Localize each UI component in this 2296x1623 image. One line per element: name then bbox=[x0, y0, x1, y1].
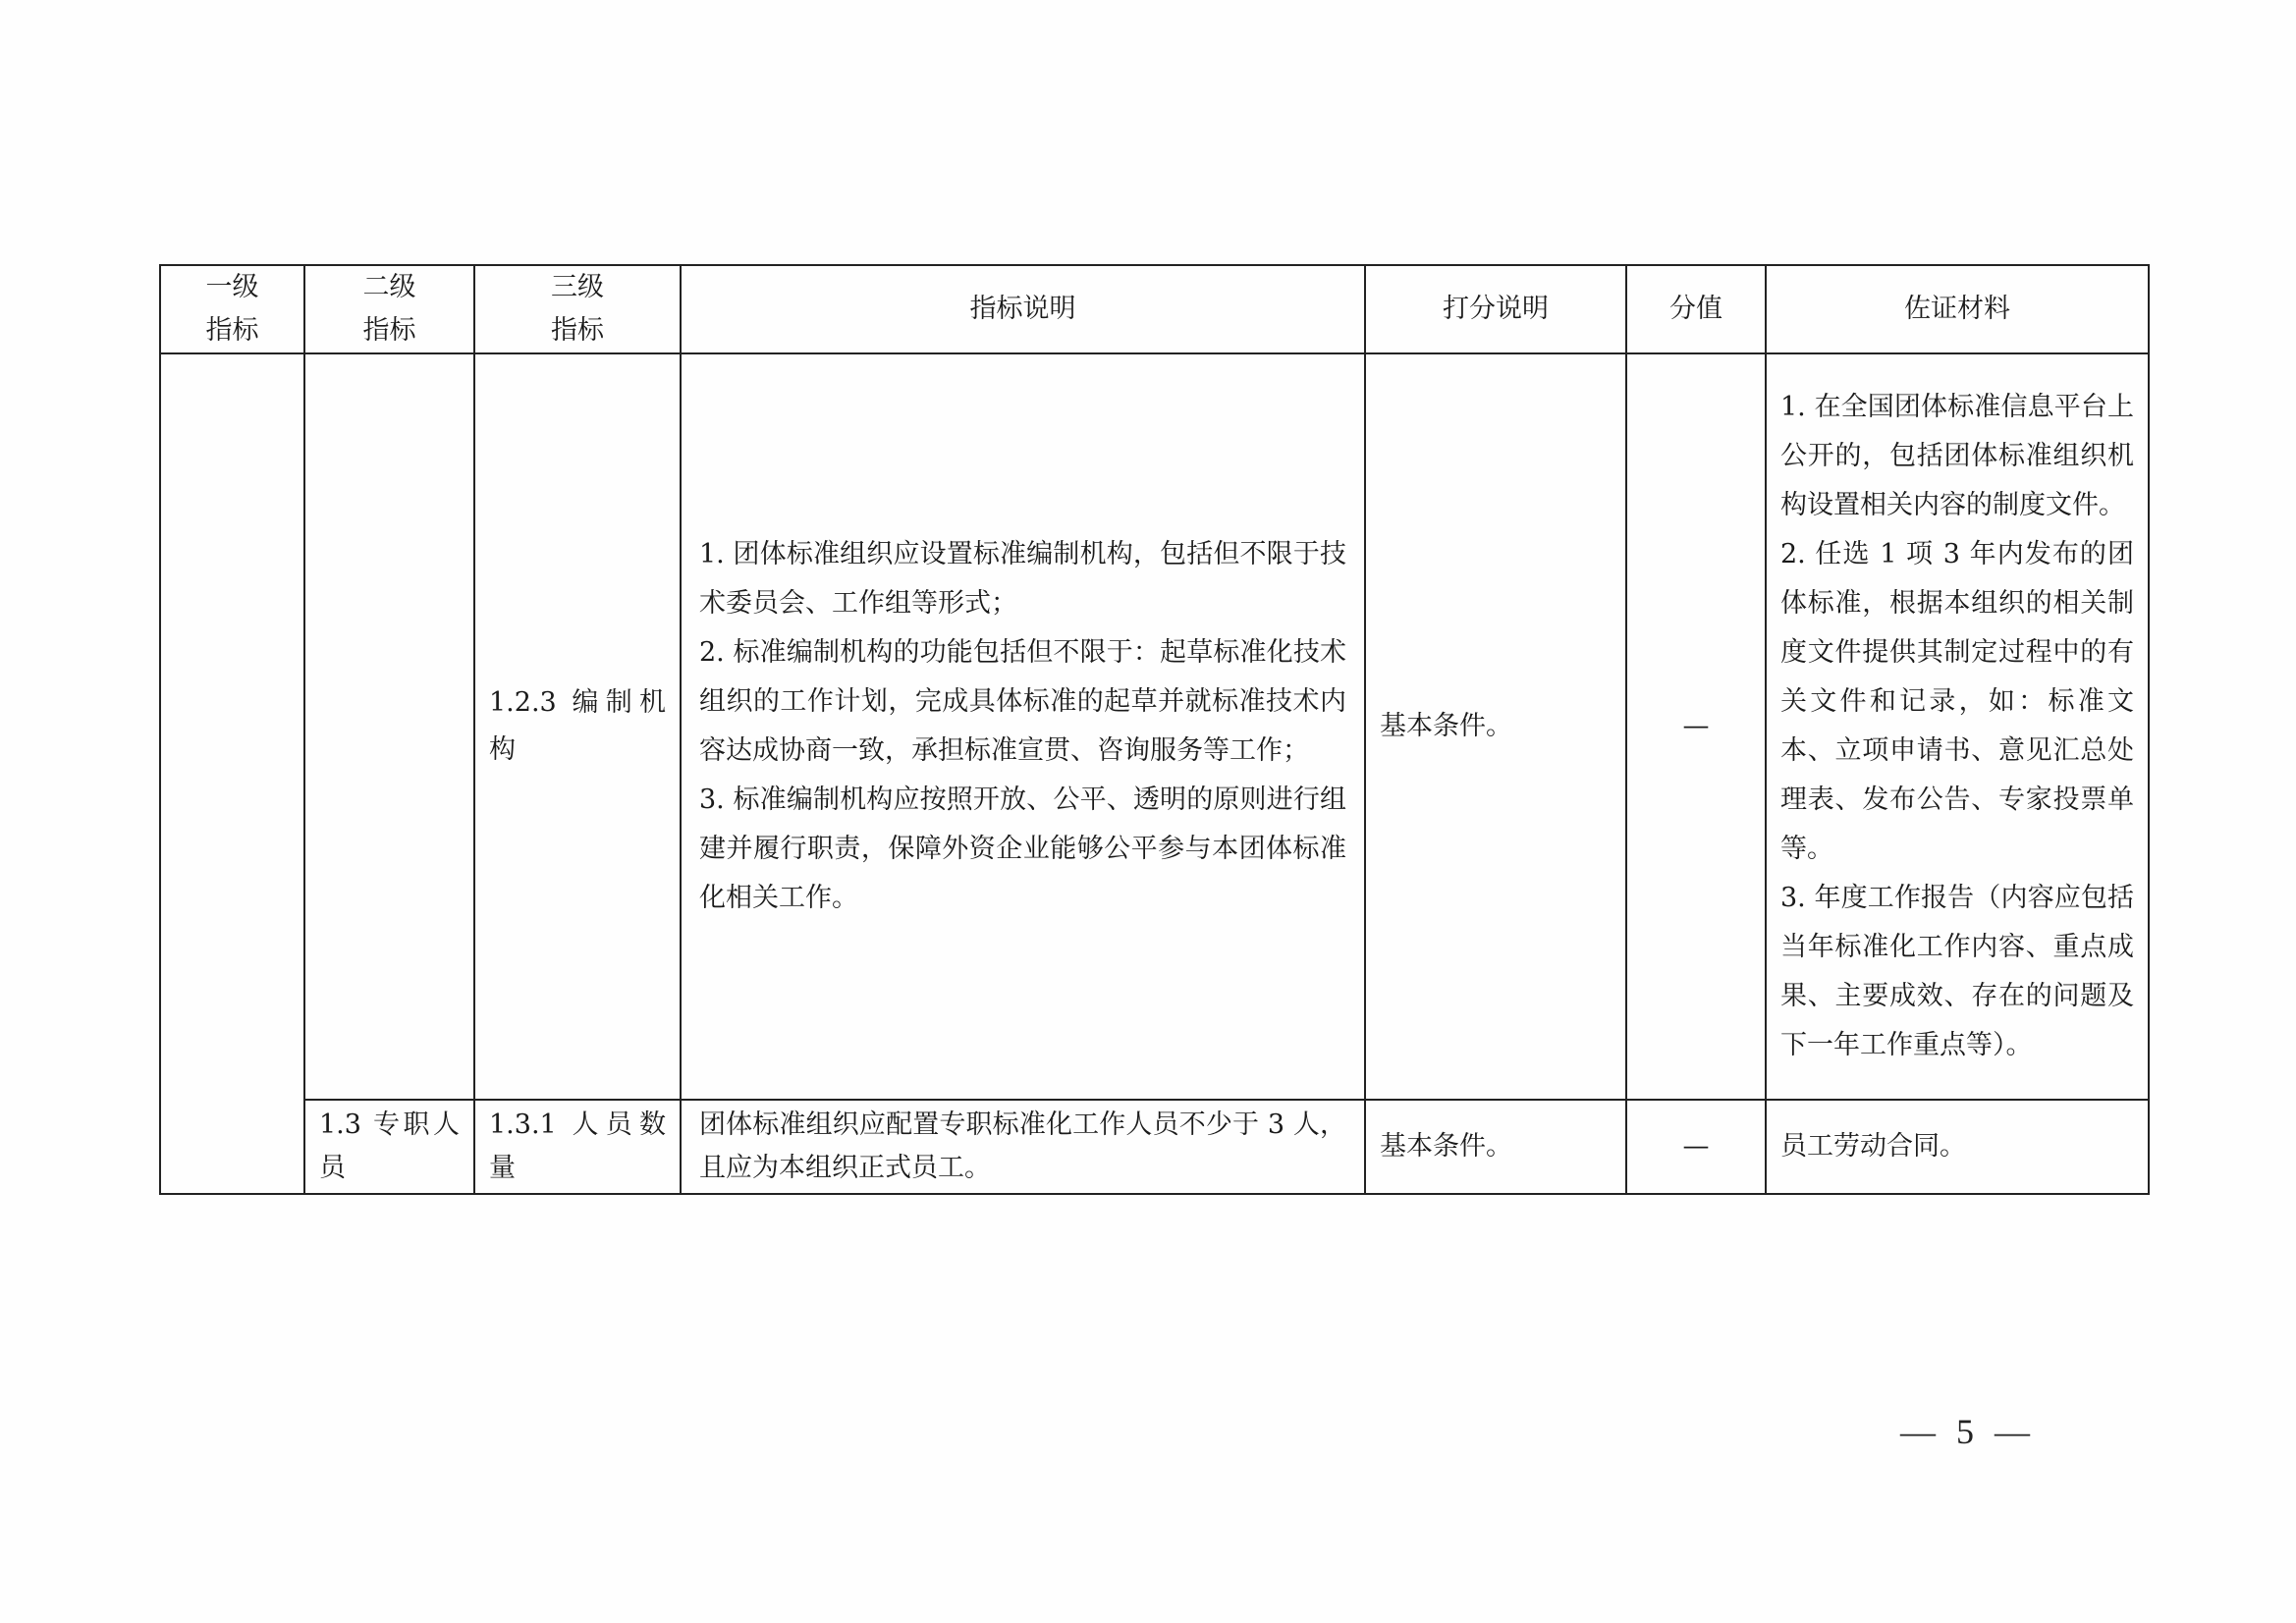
level2-cell bbox=[304, 1100, 474, 1194]
scoring-cell bbox=[1365, 1100, 1626, 1194]
level3-text: 1.3.1 人员数量 bbox=[489, 1109, 666, 1183]
description-text: 团体标准组织应配置专职标准化工作人员不少于 3 人，且应为本组织正式员工。 bbox=[699, 1109, 1346, 1183]
level3-text: 1.2.3 编制机构 bbox=[489, 687, 666, 765]
header-level2 bbox=[304, 265, 474, 353]
header-scoring: 打分说明 bbox=[1365, 265, 1626, 353]
points-text: — bbox=[1682, 711, 1710, 741]
description-cell bbox=[681, 1100, 1365, 1194]
evaluation-index-table bbox=[159, 264, 2150, 1195]
points-cell bbox=[1626, 353, 1766, 1100]
description-cell bbox=[681, 353, 1365, 1100]
header-points: 分值 bbox=[1626, 265, 1766, 353]
table-header-row bbox=[160, 265, 2149, 353]
scoring-text: 基本条件。 bbox=[1380, 1131, 1512, 1162]
page-number: — 5 — bbox=[1900, 1412, 2036, 1451]
points-cell bbox=[1626, 1100, 1766, 1194]
evidence-cell bbox=[1766, 353, 2149, 1100]
evidence-text: 1. 在全国团体标准信息平台上公开的，包括团体标准组织机构设置相关内容的制度文件。 2. 任选 1 项 3 年内发布的团体标准，根据本组织的相关制度文件提供其制定过程中的有关文件和记录，如：标准文本、立项申请书、意见汇总处理表、发布公告、专家投票单等。 3. 年度工作报告（内容应包括当年标准化工作内容、重点成果、主要成效、存在的问题及下一年工作重点等）。 bbox=[1780, 392, 2134, 1060]
evidence-text: 员工劳动合同。 bbox=[1780, 1131, 1966, 1162]
header-evidence: 佐证材料 bbox=[1766, 265, 2149, 353]
evidence-cell bbox=[1766, 1100, 2149, 1194]
header-level2-line2: 指标 bbox=[362, 315, 416, 346]
header-level3 bbox=[474, 265, 681, 353]
level3-cell bbox=[474, 1100, 681, 1194]
scoring-text: 基本条件。 bbox=[1380, 711, 1512, 741]
table-row bbox=[160, 1100, 2149, 1194]
level2-cell bbox=[304, 353, 474, 1100]
description-text: 1. 团体标准组织应设置标准编制机构，包括但不限于技术委员会、工作组等形式； 2. 标准编制机构的功能包括但不限于：起草标准化技术组织的工作计划，完成具体标准的起草并就标准技术内容达成协商一致，承担标准宣贯、咨询服务等工作； 3. 标准编制机构应按照开放、公平、透明的原则进行组建并履行职责，保障外资企业能够公平参与本团体标准化相关工作。 bbox=[699, 539, 1346, 913]
header-level1-line2: 指标 bbox=[205, 315, 259, 346]
header-level3-line1: 三级 bbox=[551, 272, 604, 302]
table-row bbox=[160, 353, 2149, 1100]
points-text: — bbox=[1682, 1131, 1710, 1162]
header-level2-line1: 二级 bbox=[362, 272, 416, 302]
header-description: 指标说明 bbox=[681, 265, 1365, 353]
level2-text: 1.3 专职人员 bbox=[319, 1109, 460, 1183]
header-level1 bbox=[160, 265, 304, 353]
level3-cell bbox=[474, 353, 681, 1100]
level1-cell bbox=[160, 353, 304, 1194]
header-level1-line1: 一级 bbox=[205, 272, 259, 302]
scoring-cell bbox=[1365, 353, 1626, 1100]
header-level3-line2: 指标 bbox=[551, 315, 604, 346]
